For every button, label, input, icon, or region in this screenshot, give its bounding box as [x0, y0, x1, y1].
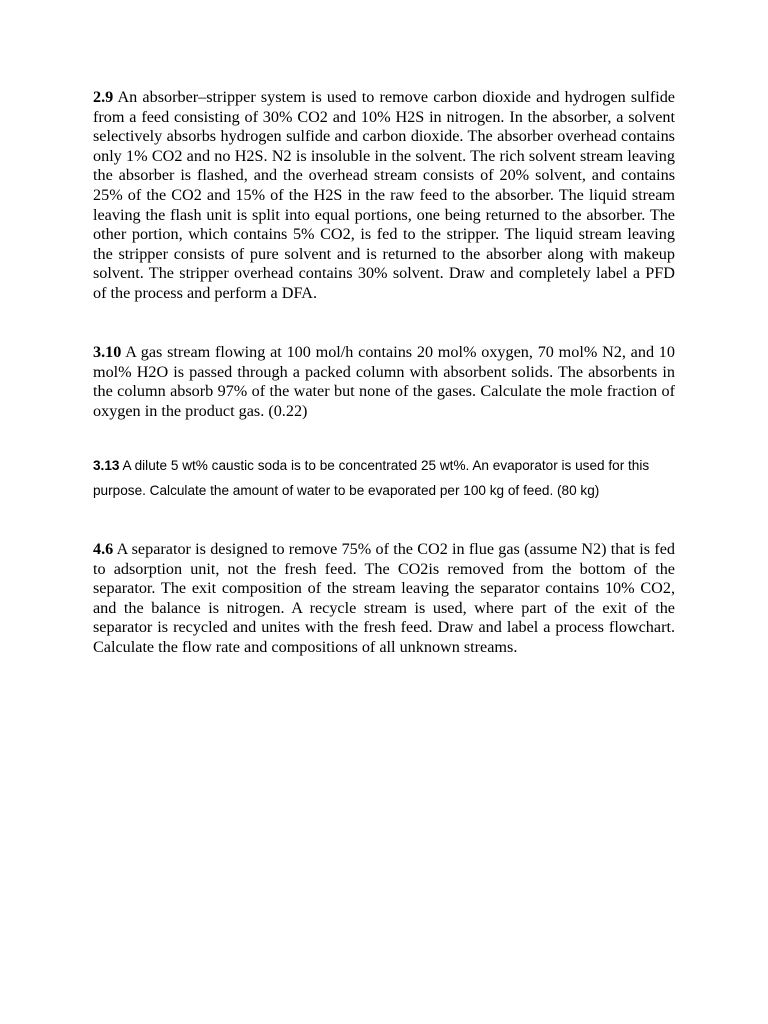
problem-text: A separator is designed to remove 75% of the CO2 in flue gas (assume N2) that is fed to adsorption unit, not the fresh feed. The CO2is removed from the bottom of the separator. The exit composition of the stream leaving the separator contains 10% CO2, and the balance is nitrogen. A recycle stream is used, where part of the exit of the separator is recycled and unites with the fresh feed. Draw and label a process flowchart. Calculate the flow rate and compositions of all unknown streams. — [93, 540, 675, 656]
problem-number: 3.13 — [93, 458, 120, 473]
problem-3-10 — [93, 343, 675, 421]
problem-text: A dilute 5 wt% caustic soda is to be concentrated 25 wt%. An evaporator is used for this purpose. Calculate the amount of water to be evaporated per 100 kg of feed. (80 kg) — [93, 458, 650, 498]
problem-number: 2.9 — [93, 88, 114, 106]
problem-number: 4.6 — [93, 540, 114, 558]
problem-text: An absorber–stripper system is used to remove carbon dioxide and hydrogen sulfide from a feed consisting of 30% CO2 and 10% H2S in nitrogen. In the absorber, a solvent selectively absorbs hydrogen sulfide and carbon dioxide. The absorber overhead contains only 1% CO2 and no H2S. N2 is insoluble in the solvent. The rich solvent stream leaving the absorber is flashed, and the overhead stream consists of 20% solvent, and contains 25% of the CO2 and 15% of the H2S in the raw feed to the absorber. The liquid stream leaving the flash unit is split into equal portions, one being returned to the absorber. The other portion, which contains 5% CO2, is fed to the stripper. The liquid stream leaving the stripper consists of pure solvent and is returned to the absorber along with makeup solvent. The stripper overhead contains 30% solvent. Draw and completely label a PFD of the process and perform a DFA. — [93, 88, 675, 302]
problem-3-13 — [93, 454, 683, 503]
problem-4-6 — [93, 540, 675, 658]
problem-2-9 — [93, 88, 675, 304]
problem-text: A gas stream flowing at 100 mol/h contains 20 mol% oxygen, 70 mol% N2, and 10 mol% H2O is passed through a packed column with absorbent solids. The absorbents in the column absorb 97% of the water but none of the gases. Calculate the mole fraction of oxygen in the product gas. (0.22) — [93, 343, 675, 420]
problem-number: 3.10 — [93, 343, 122, 361]
